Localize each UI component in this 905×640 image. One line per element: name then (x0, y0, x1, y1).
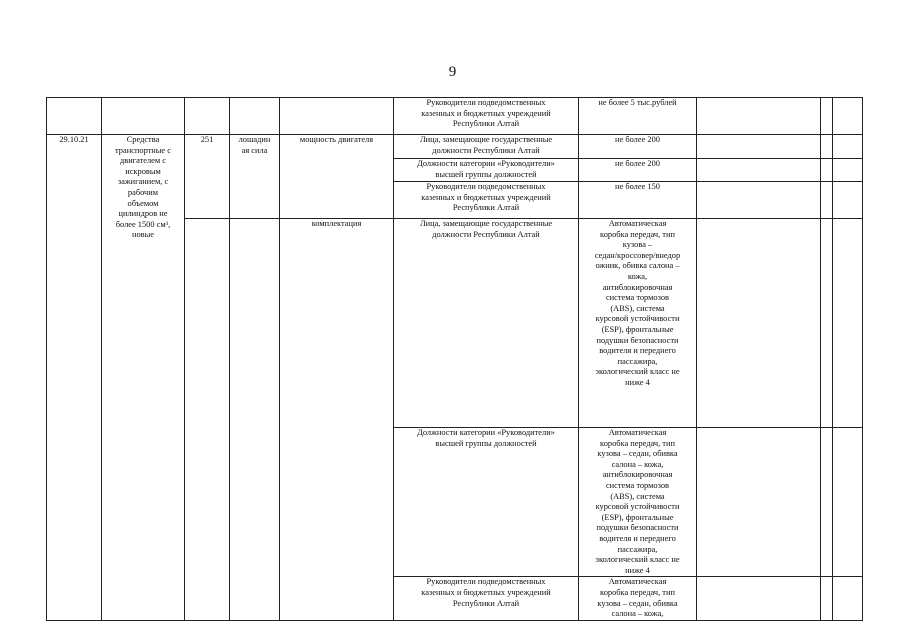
position-category-cell: Руководители подведомственных казенных и бюджетных учреждений Республики Алтай (394, 98, 579, 135)
empty-cell (821, 428, 833, 577)
empty-cell (47, 98, 102, 135)
empty-cell (833, 98, 863, 135)
position-category-cell: Лица, замещающие государственные должности Республики Алтай (394, 219, 579, 428)
empty-cell (280, 98, 394, 135)
characteristic-name-cell: комплектация (280, 219, 394, 621)
value-cell: Автоматическая коробка передач, тип кузова – седан, обивка салона – кожа, антиблокировочная система тормозов (ABS), система курсовой устойчивости (ESP), фронтальные подушки безопасности водителя и переднего пассажира, экологический класс не ниже 4 (579, 428, 697, 577)
value-cell: не более 200 (579, 135, 697, 159)
value-cell: не более 200 (579, 159, 697, 182)
empty-cell (833, 577, 863, 621)
empty-cell (821, 182, 833, 219)
empty-cell (833, 159, 863, 182)
date-cell: 29.10.21 (47, 135, 102, 621)
empty-cell (821, 159, 833, 182)
position-category-cell: Лица, замещающие государственные должности Республики Алтай (394, 135, 579, 159)
unit-cell: лошадин ая сила (230, 135, 280, 219)
table-row (47, 98, 863, 135)
empty-cell (697, 98, 821, 135)
empty-cell (821, 135, 833, 159)
empty-cell (833, 219, 863, 428)
empty-cell (833, 182, 863, 219)
position-category-cell: Руководители подведомственных казенных и бюджетных учреждений Республики Алтай (394, 577, 579, 621)
value-cell: Автоматическая коробка передач, тип кузова – седан, обивка салона – кожа, (579, 577, 697, 621)
requirements-table (46, 97, 863, 621)
empty-cell (697, 182, 821, 219)
empty-cell (230, 219, 280, 621)
value-cell: Автоматическая коробка передач, тип кузова – седан/кроссовер/внедор ожник, обивка салона – кожа, антиблокировочная система тормозов (ABS), система курсовой устойчивости (ESP), фронтальные подушки безопасности водителя и переднего пассажира, экологический класс не ниже 4 (579, 219, 697, 428)
empty-cell (697, 219, 821, 428)
position-category-cell: Должности категории «Руководители» высшей группы должностей (394, 428, 579, 577)
empty-cell (697, 135, 821, 159)
empty-cell (697, 577, 821, 621)
empty-cell (230, 98, 280, 135)
empty-cell (821, 577, 833, 621)
empty-cell (102, 98, 185, 135)
position-category-cell: Руководители подведомственных казенных и бюджетных учреждений Республики Алтай (394, 182, 579, 219)
empty-cell (185, 219, 230, 621)
position-category-cell: Должности категории «Руководители» высшей группы должностей (394, 159, 579, 182)
empty-cell (821, 219, 833, 428)
characteristic-name-cell: мощность двигателя (280, 135, 394, 219)
empty-cell (821, 98, 833, 135)
empty-cell (697, 428, 821, 577)
empty-cell (697, 159, 821, 182)
empty-cell (185, 98, 230, 135)
page-number: 9 (448, 64, 457, 80)
item-name-cell: Средства транспортные с двигателем с искровым зажиганием, с рабочим объемом цилиндров не более 1500 см³, новые (102, 135, 185, 621)
code-cell: 251 (185, 135, 230, 219)
table-row (47, 135, 863, 159)
empty-cell (833, 135, 863, 159)
value-cell: не более 150 (579, 182, 697, 219)
value-cell: не более 5 тыс.рублей (579, 98, 697, 135)
empty-cell (833, 428, 863, 577)
